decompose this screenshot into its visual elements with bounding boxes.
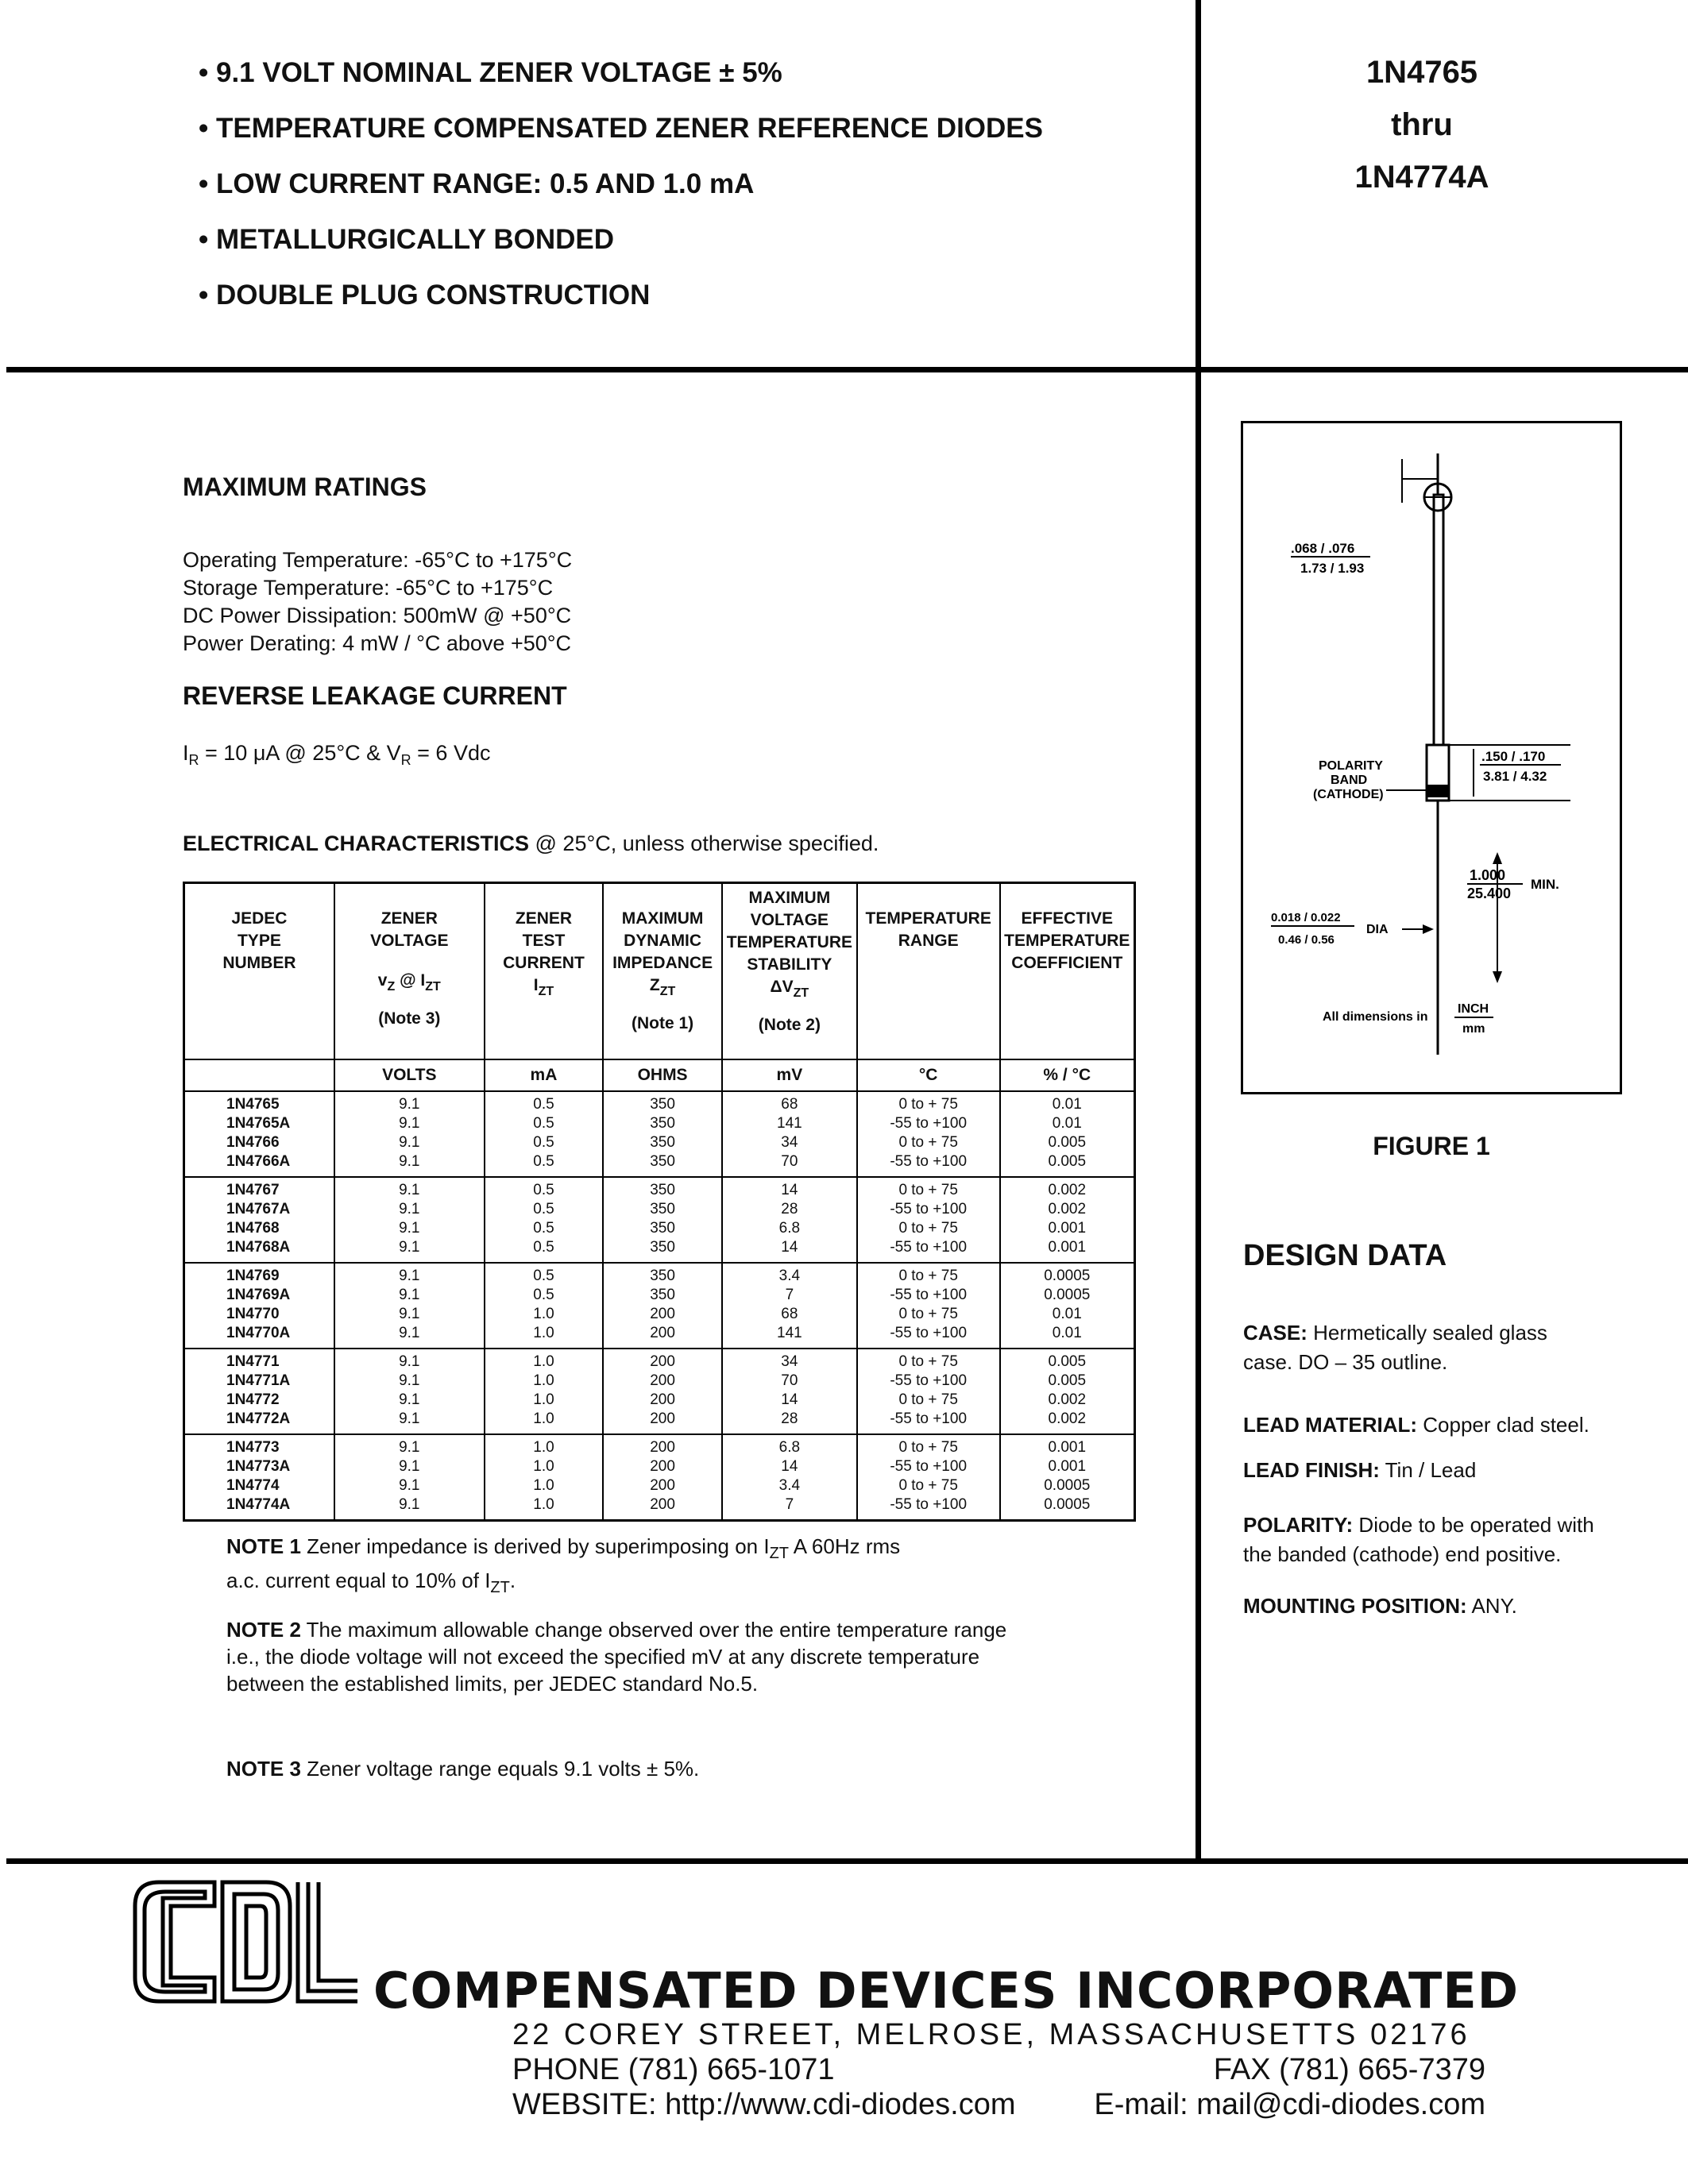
table-row-group: 1N4771 1N4771A 1N4772 1N4772A 9.1 9.1 9.1 9.1 1.0 1.0 1.0 1.0 200 200 200 200 34 70 14 28 0 to + 75 -55 to +100 0 to + 75 -55 to +100 0.005 0.005 0.002 0.002	[184, 1349, 1135, 1434]
table-row-group: 1N4767 1N4767A 1N4768 1N4768A 9.1 9.1 9.1 9.1 0.5 0.5 0.5 0.5 350 350 350 350 14 28 6.8 14 0 to + 75 -55 to +100 0 to + 75 -55 to +100 0.002 0.002 0.001 0.001	[184, 1177, 1135, 1263]
polarity-label-2: BAND	[1331, 774, 1368, 787]
polarity-label-3: (CATHODE)	[1313, 788, 1384, 801]
wire-dia-in-label: 0.018 / 0.022	[1271, 911, 1341, 924]
lead-finish-spec: LEAD FINISH: Tin / Lead	[1243, 1458, 1477, 1482]
min-length-in-label: 1.000	[1470, 867, 1506, 883]
case-spec: CASE: Hermetically sealed glass case. DO – 35 outline.	[1243, 1321, 1547, 1374]
col-jedec-type: JEDEC TYPE NUMBER	[184, 883, 334, 1060]
phone-number: PHONE (781) 665-1071	[512, 2053, 835, 2086]
table-header-row	[184, 883, 1135, 1060]
footer-divider	[6, 1858, 1688, 1864]
feature-item: • TEMPERATURE COMPENSATED ZENER REFERENCE DIODES	[199, 113, 1043, 144]
part-from: 1N4765	[1365, 55, 1478, 90]
part-thru: thru	[1391, 107, 1453, 142]
feature-item: • LOW CURRENT RANGE: 0.5 AND 1.0 mA	[199, 168, 755, 199]
polarity-label-1: POLARITY	[1319, 759, 1383, 773]
figure-1-box	[1241, 421, 1622, 1094]
col-voltage-stability: MAXIMUM VOLTAGE TEMPERATURE STABILITY $\Delta V_{ZT}$ (Note 2)	[722, 883, 857, 1060]
table-row-group: 1N4769 1N4769A 1N4770 1N4770A 9.1 9.1 9.1 9.1 0.5 0.5 1.0 1.0 350 350 200 200 3.4 7 68 141 0 to + 75 -55 to +100 0 to + 75 -55 to +100 0.0005 0.0005 0.01 0.01	[184, 1263, 1135, 1349]
col-temperature-coefficient: EFFECTIVE TEMPERATURE COEFFICIENT	[1000, 883, 1135, 1060]
col-zener-test-current: ZENER TEST CURRENT $I_{ZT}$	[485, 883, 603, 1060]
part-number-range	[1207, 52, 1636, 210]
body-length-mm-label: 3.81 / 4.32	[1483, 769, 1547, 784]
electrical-characteristics-title: ELECTRICAL CHARACTERISTICS @ 25°C, unless otherwise specified.	[183, 832, 879, 855]
body-length-in-label: .150 / .170	[1481, 749, 1546, 764]
electrical-characteristics-table	[183, 882, 1136, 1522]
reverse-leakage-spec: $I_R = 10$ μA @ 25°C & $V_R = 6$ Vdc	[183, 741, 491, 768]
dia-label: DIA	[1366, 923, 1389, 936]
contact-phone-fax	[512, 2052, 1485, 2087]
reverse-leakage-title: REVERSE LEAKAGE CURRENT	[183, 681, 567, 710]
lead-dia-in-label: .068 / .076	[1291, 541, 1355, 556]
contact-web-email	[512, 2087, 1485, 2122]
lead-material-spec: LEAD MATERIAL: Copper clad steel.	[1243, 1413, 1590, 1437]
min-length-mm-label: 25.400	[1467, 886, 1512, 901]
diode-outline-drawing	[1243, 423, 1620, 1092]
unit-inch-label: INCH	[1458, 1002, 1489, 1016]
note-1: NOTE 1 Zener impedance is derived by superimposing on $I_{ZT}$ A 60Hz rms a.c. current equal to 10% of $I_{ZT}$.	[226, 1534, 901, 1596]
rating-line: Power Derating: 4 mW / °C above +50°C	[183, 631, 572, 655]
col-zener-voltage: ZENER VOLTAGE $v_Z$ @ $I_{ZT}$ (Note 3)	[334, 883, 485, 1060]
min-label: MIN.	[1531, 877, 1559, 892]
feature-item: • METALLURGICALLY BONDED	[199, 224, 615, 255]
company-address: 22 COREY STREET, MELROSE, MASSACHUSETTS 02176	[512, 2018, 1470, 2051]
units-row: VOLTS mA OHMS mV °C % / °C	[184, 1059, 1135, 1091]
mounting-position-spec: MOUNTING POSITION: ANY.	[1243, 1594, 1517, 1618]
note-3: NOTE 3 Zener voltage range equals 9.1 volts ± 5%.	[226, 1757, 700, 1781]
header-divider	[6, 367, 1688, 372]
website-link[interactable]: WEBSITE: http://www.cdi-diodes.com	[512, 2088, 1016, 2121]
col-temperature-range: TEMPERATURE RANGE	[857, 883, 1000, 1060]
col-dynamic-impedance: MAXIMUM DYNAMIC IMPEDANCE $Z_{ZT}$ (Note 1)	[603, 883, 722, 1060]
rating-line: Operating Temperature: -65°C to +175°C	[183, 548, 573, 572]
feature-item: • DOUBLE PLUG CONSTRUCTION	[199, 280, 651, 311]
email-link[interactable]: E-mail: mail@cdi-diodes.com	[1094, 2088, 1485, 2121]
vertical-divider	[1196, 0, 1201, 1862]
part-to: 1N4774A	[1354, 160, 1489, 195]
polarity-spec: POLARITY: Diode to be operated with the banded (cathode) end positive.	[1243, 1513, 1594, 1566]
unit-mm-label: mm	[1462, 1022, 1485, 1036]
table-row-group: 1N4765 1N4765A 1N4766 1N4766A 9.1 9.1 9.1 9.1 0.5 0.5 0.5 0.5 350 350 350 350 68 141 34 70 0 to + 75 -55 to +100 0 to + 75 -55 to +100 0.01 0.01 0.005 0.005	[184, 1091, 1135, 1177]
wire-dia-mm-label: 0.46 / 0.56	[1278, 933, 1335, 947]
feature-list	[199, 56, 1168, 334]
fax-number: FAX (781) 665-7379	[1213, 2053, 1485, 2086]
cdi-logo	[127, 1874, 365, 2009]
table-row-group: 1N4773 1N4773A 1N4774 1N4774A 9.1 9.1 9.1 9.1 1.0 1.0 1.0 1.0 200 200 200 200 6.8 14 3.4 7 0 to + 75 -55 to +100 0 to + 75 -55 to +100 0.001 0.001 0.0005 0.0005	[184, 1434, 1135, 1521]
max-ratings-title: MAXIMUM RATINGS	[183, 473, 427, 501]
all-dimensions-label: All dimensions in	[1323, 1010, 1428, 1024]
figure-caption: FIGURE 1	[1373, 1132, 1490, 1160]
rating-line: DC Power Dissipation: 500mW @ +50°C	[183, 604, 572, 627]
max-ratings-list	[183, 546, 572, 658]
design-data-title: DESIGN DATA	[1243, 1239, 1447, 1272]
lead-dia-mm-label: 1.73 / 1.93	[1300, 561, 1365, 576]
note-2: NOTE 2 The maximum allowable change observed over the entire temperature range i.e., the diode voltage will not exceed the specified mV at any discrete temperature between the established limits, per JEDEC standard No.5.	[226, 1618, 1007, 1696]
feature-item: • 9.1 VOLT NOMINAL ZENER VOLTAGE ± 5%	[199, 57, 782, 88]
company-name: COMPENSATED DEVICES INCORPORATED	[373, 1962, 1520, 2020]
rating-line: Storage Temperature: -65°C to +175°C	[183, 576, 554, 600]
